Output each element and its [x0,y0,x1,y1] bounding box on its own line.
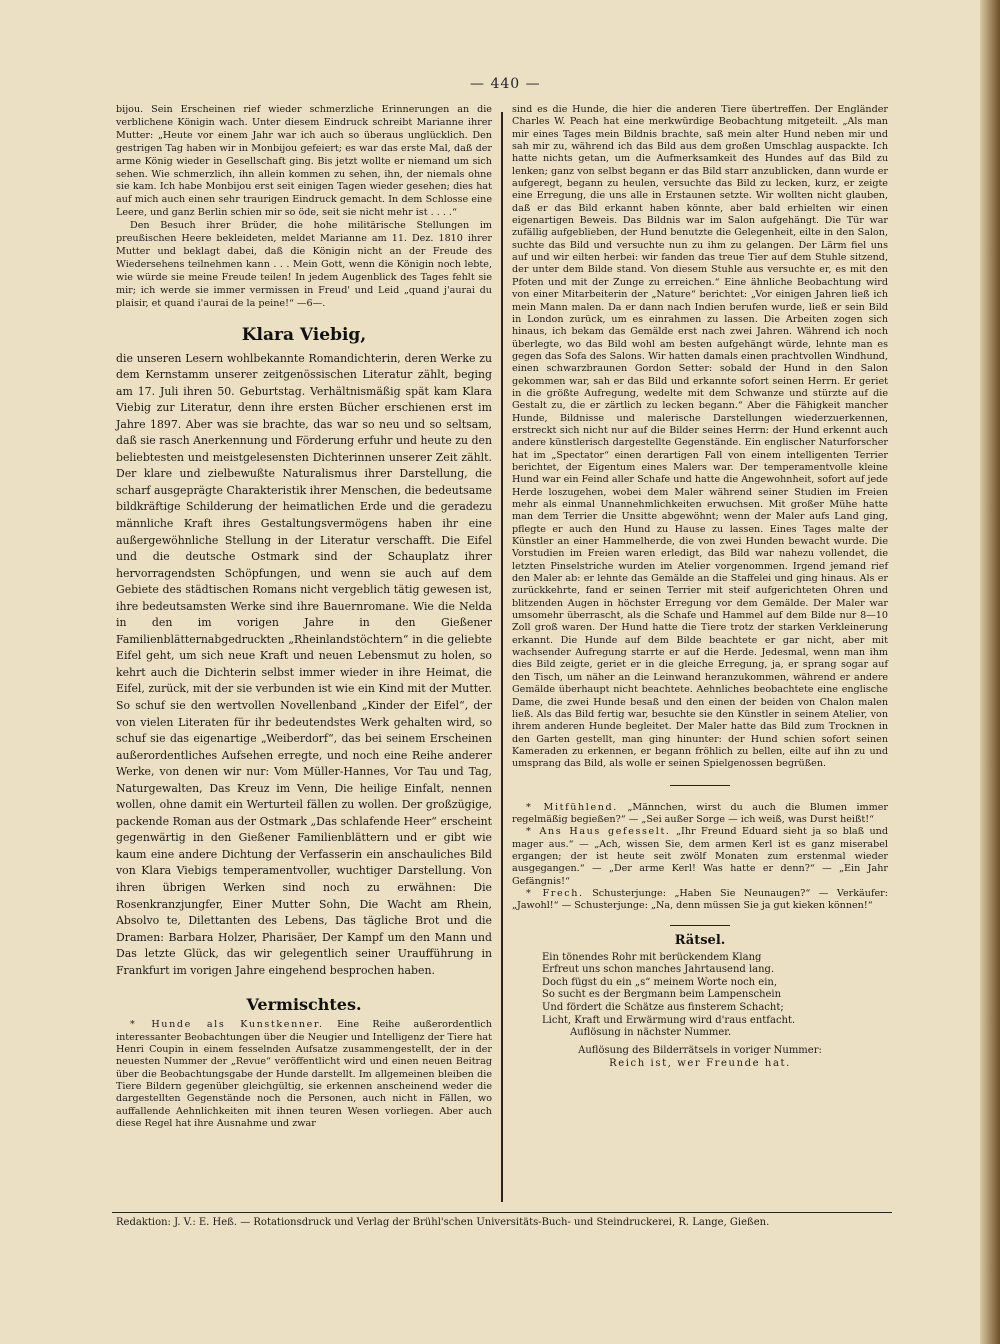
joke-ans-haus [512,826,888,888]
riddle-line: Ein tönendes Rohr mit berückendem Klang [542,951,762,963]
joke-ans-haus-text: „Ihr Freund Eduard sieht ja so blaß und mager aus.“ — „Ach, wissen Sie, dem armen Kerl ist es ganz miserabel ergangen; der ist heute seit zwölf Monaten zum erstenmal wieder ausgegangen.“ — „Der arme Kerl! Was hatte er denn?“ — „Ein Jahr Gefängnis!“ [512,826,889,887]
hunde-article-title: * Hunde als Kunstkenner. [130,1019,324,1031]
letter-excerpt: bijou. Sein Erscheinen rief wieder schmerzliche Erinnerungen an die verblichene Königin wach. Unter diesem Eindruck schreibt Marianne ihrer Mutter: „Heute vor einem Jahr war ich auch so überaus unglücklich. Den gestrigen Tag haben wir in Monbijou gefeiert; es war das erste Mal, daß der arme König wieder in Gesellschaft ging. Bis jetzt wollte er niemand um sich sehen. Wie schmerzlich, ihn allein kommen zu sehen, ihn, der niemals ohne sie kam. Ich habe Monbijou erst seit einigen Tagen wieder gesehen; dies hat auf mich auch einen sehr traurigen Eindruck gemacht. In dem Schlosse eine Leere, und ganz Berlin schien mir so öde, seit sie nicht mehr ist . . . .“ [116,104,492,219]
joke-mitfuehlend-text: „Männchen, wirst du auch die Blumen immer regelmäßig begießen?“ — „Sei außer Sorge — ich weiß, was Durst heißt!“ [512,801,888,825]
hunde-article-continued: sind es die Hunde, die hier die anderen Tiere übertreffen. Der Engländer Charles W. Peach hat eine merkwürdige Beobachtung mitgeteilt. „Als man mir eines Tages mein Bildnis brachte, saß mein alter Hund neben mir und sah mir zu, während ich das Bild aus dem großen Umschlag auspackte. Ich hatte nichts getan, um die Aufmerksamkeit des Hundes auf das Bild zu lenken; ganz von selbst begann er das Bild starr anzublicken, dann wurde er aufgeregt, begann zu heulen, versuchte das Bild zu lecken, kurz, er zeigte eine Erregung, die uns alle in Erstaunen setzte. Wir wollten nicht glauben, daß er das Bild erkannt haben könnte, aber bald erhielten wir einen eigenartigen Beweis. Das Bildnis war im Salon aufgehängt. Die Tür war zufällig aufgeblieben, der Hund benutzte die Gelegenheit, eilte in den Salon, suchte das Bild und versuchte nun zu ihm zu gelangen. Der Lärm fiel uns auf und wir eilten herbei: wir fanden das treue Tier auf dem Stuhle sitzend, der unter dem Bilde stand. Von diesem Stuhle aus versuchte er, es mit den Pfoten und mit der Zunge zu erreichen.“ Eine ähnliche Beobachtung wird von einer Mitarbeiterin der „Nature“ berichtet: „Vor einigen Jahren ließ ich mein Mann malen. Da er dann nach Indien berufen wurde, ließ er sein Bild in London zurück, um es einrahmen zu lassen. Die Arbeiten zogen sich hinaus, ich bekam das Gemälde erst nach zwei Jahren. Während ich noch überlegte, wo das Bild wohl am besten aufgehängt würde, lehnte man es gegen das Sofa des Salons. Wir hatten damals einen prachtvollen Windhund, einen schwarzbraunen Gordon Setter: sobald der Hund in den Salon gekommen war, sah er das Bild und erkannte sofort seinen Herrn. Er geriet in die größte Aufregung, wedelte mit dem Schwanze und stürzte auf die Gestalt zu, die er zärtlich zu lecken begann.“ Aber die Fähigkeit mancher Hunde, Bildnisse und malerische Darstellungen wiederzuerkennen, erstreckt sich nicht nur auf die Bilder seines Herrn: der Hund erkennt auch andere künstlerisch dargestellte Gegenstände. Ein englischer Naturforscher hat im „Spectator“ einen derartigen Fall von einem intelligenten Terrier berichtet, der Eigentum eines Malers war. Der temperamentvolle kleine Hund war ein Feind aller Schafe und hatte die Angewohnheit, sofort auf jede Herde loszugehen, wobei dem Maler während seiner Studien im Freien mehr als einmal Unannehmlichkeiten erwuchsen. Mit großer Mühe hatte man dem Terrier die Unsitte abgewöhnt; wenn der Maler aufs Land ging, pflegte er auch den Hund zu Hause zu lassen. Eines Tages malte der Künstler an einer Hammelherde, die von zwei Hunden bewacht wurde. Die Vorstudien im Freien waren erledigt, das Bild war nahezu vollendet, die letzten Pinselstriche wurden im Atelier vorgenommen. Irgend jemand rief den Maler ab: er lehnte das Gemälde an die Staffelei und ging hinaus. Als er zurückkehrte, fand er seinen Terrier mit steif aufgerichteten Ohren und blitzenden Augen in höchster Erregung vor dem Gemälde. Der Maler war umsomehr überrascht, als die Schafe und Hammel auf dem Bilde nur 8—10 Zoll groß waren. Der Hund hatte die Tiere trotz der starken Verkleinerung erkannt. Die Hunde auf dem Bilde beachtete er gar nicht, aber mit wachsender Aufregung starrte er auf die Herde. Jedesmal, wenn man ihm dies Bild zeigte, geriet er in die gleiche Erregung, ja, er sprang sogar auf den Tisch, um näher an die Leinwand heranzukommen, während er andere Gemälde überhaupt nicht beachtete. Aehnliches beobachtete eine englische Dame, die zwei Hunde besaß und den einen der beiden von Chalon malen ließ. Als das Bild fertig war, besuchte sie den Künstler in seinem Atelier, von ihrem anderen Hunde begleitet. Der Maler hatte das Bild zum Trocknen in den Garten gestellt, man ging hinunter: der Hund schien sofort seinen Kameraden zu erkennen, er begann fröhlich zu bellen, eilte auf ihn zu und umsprang das Bild, als wolle er seinen Spielgenossen begrüßen. [512,104,888,770]
riddle-divider [670,925,730,926]
riddle-line: Doch fügst du ein „s“ meinem Worte noch ein, [542,976,778,988]
joke-ans-haus-title: * Ans Haus gefesselt. [526,826,671,838]
section-divider [670,785,730,786]
viebig-article: die unseren Lesern wohlbekannte Romandichterin, deren Werke zu dem Kernstamm unserer zeitgenössischen Literatur zählt, beging am 17. Juli ihren 50. Geburtstag. Verhältnismäßig spät kam Klara Viebig zur Literatur, denn ihre ersten Bücher erschienen erst im Jahre 1897. Aber was sie brachte, das war so neu und so seltsam, daß sie rasch Anerkennung und Förderung erfuhr und heute zu den beliebtesten und meistgelesensten Dichterinnen unserer Zeit zählt. Der klare und zielbewußte Naturalismus ihrer Darstellung, die scharf ausgeprägte Charakteristik ihrer Menschen, die bedeutsame bildkräftige Schilderung der heimatlichen Erde und die geradezu männliche Kraft ihres Gestaltungsvermögens haben ihr eine außergewöhnliche Stellung in der Literatur verschafft. Die Eifel und die deutsche Ostmark sind der Schauplatz ihrer hervorragendsten Schöpfungen, und wenn sie auch auf dem Gebiete des städtischen Romans nicht vergeblich tätig gewesen ist, ihre bedeutsamsten Werke sind ihre Bauernromane. Wie die Nelda in den im vorigen Jahre in den Gießener Familienblätternabgedruckten „Rheinlandstöchtern“ in die geliebte Eifel geht, um sich neue Kraft und neuen Lebensmut zu holen, so kehrt auch die Dichterin selbst immer wieder in ihre Heimat, die Eifel, zurück, mit der sie verbunden ist wie ein Kind mit der Mutter. So schuf sie den wertvollen Novellenband „Kinder der Eifel“, der von vielen Literaten für ihr bedeutendstes Werk gehalten wird, so schuf sie das eigenartige „Weiberdorf“, das bei seinem Erscheinen außerordentliches Aufsehen erregte, und noch eine Reihe anderer Werke, von denen wir nur: Vom Müller-Hannes, Vor Tau und Tag, Naturgewalten, Das Kreuz im Venn, Die heilige Einfalt, nennen wollen, ohne damit ein Werturteil fällen zu wollen. Der großzügige, packende Roman aus der Ostmark „Das schlafende Heer“ erscheint gegenwärtig in den Gießener Familienblättern und er gibt wie kaum eine andere Dichtung der Verfasserin ein anschauliches Bild von Klara Viebigs temperamentvoller, wuchtiger Darstellung. Von ihren übrigen Werken sind noch zu erwähnen: Die Rosenkranzjungfer, Einer Mutter Sohn, Die Wacht am Rhein, Absolvo te, Dilettanten des Lebens, Das tägliche Brot und die Dramen: Barbara Holzer, Pharisäer, Der Kampf um den Mann und Das letzte Glück, das wir gelegentlich seiner Uraufführung in Frankfurt im vorigen Jahre eingehend besprochen haben. [116,351,492,977]
footer-rule [112,1212,892,1213]
column-divider [501,112,503,1202]
riddle-line: Licht, Kraft und Erwärmung wird d'raus entfacht. [542,1014,796,1026]
hunde-article-text: Eine Reihe außerordentlich interessanter Beobachtungen über die Neugier und Intelligenz der Tiere hat Henri Coupin in einem fesselnden Aufsatze zusammengestellt, der in der neuesten Nummer der „Revue“ veröffentlicht wird und einen neuen Beitrag über die Beobachtungsgabe der Hunde darstellt. Im allgemeinen bleiben die Tiere Bildern gegenüber gleichgültig, sie erkennen anscheinend weder die dargestellten Gegenstände noch die Personen, auch nicht in Fällen, wo auffallende Aehnlichkeiten mit ihnen teuren Wesen vorliegen. Aber auch diese Regel hat ihre Ausnahme und zwar [116,1019,492,1130]
previous-solution-label: Auflösung des Bilderrätsels in voriger Nummer: [578,1044,822,1056]
imprint-footer: Redaktion: J. V.: E. Heß. — Rotationsdruck und Verlag der Brühl'schen Universitäts-Buch- und Steindruckerei, R. Lange, Gießen. [116,1217,770,1228]
riddle-poem [542,952,888,1040]
left-column [116,104,492,1130]
hunde-article-start [116,1019,492,1130]
vermischtes-heading: Vermischtes. [246,995,362,1015]
joke-mitfuehlend [512,802,888,827]
joke-frech [512,888,888,913]
joke-frech-title: * Frech. [526,887,584,899]
page-number: — 440 — [470,76,541,92]
riddle-line: Erfreut uns schon manches Jahrtausend lang. [542,964,775,976]
letter-excerpt-continued: Den Besuch ihrer Brüder, die hohe militärische Stellungen im preußischen Heere bekleideten, meldet Marianne am 11. Dez. 1810 ihrer Mutter und beklagt dabei, daß die Königin nicht an der Freude des Wiedersehens teilnehmen kann . . . Mein Gott, wenn die Königin noch lebte, wie würde sie meine Freude teilen! In jedem Augenblick des Tages fehlt sie mir; ich werde sie immer vermissen in Freud' und Leid „quand j'aurai du plaisir, et quand i'aurai de la peine!“ —6—. [116,220,492,309]
joke-mitfuehlend-title: * Mitfühlend. [526,801,618,813]
page-binding-edge [980,0,1000,1344]
riddle-heading: Rätsel. [674,932,726,948]
joke-frech-text: Schusterjunge: „Haben Sie Neunaugen?“ — Verkäufer: „Jawohl!“ — Schusterjunge: „Na, denn müssen Sie ja gut kieken können!“ [512,887,888,912]
riddle-solution-note: Auflösung in nächster Nummer. [570,1027,732,1039]
previous-solution-answer: Reich ist, wer Freunde hat. [609,1057,791,1069]
riddle-line: Und fördert die Schätze aus finsterem Schacht; [542,1002,784,1014]
viebig-heading: Klara Viebig, [241,324,367,345]
right-column [512,104,888,1070]
riddle-line: So sucht es der Bergmann beim Lampenschein [542,989,782,1001]
previous-riddle-solution [512,1044,888,1070]
